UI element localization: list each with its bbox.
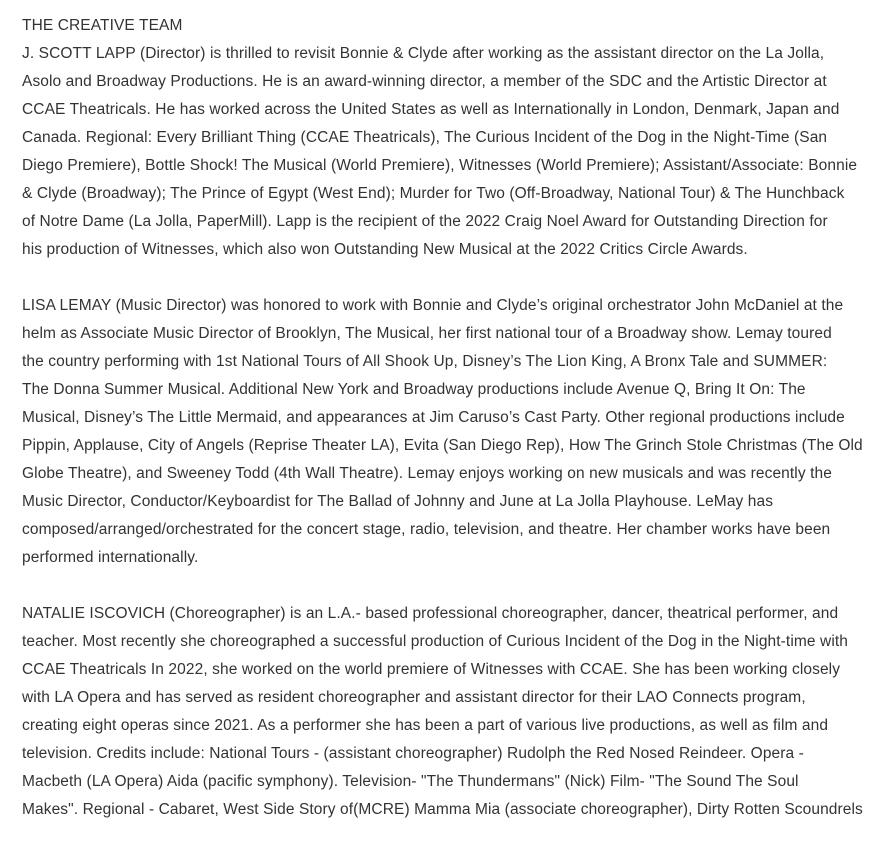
bio-line: the country performing with 1st National Tours of All Shook Up, Disney’s The Lion King, A Bronx Tale and SUMMER: bbox=[22, 353, 828, 370]
bio-line: composed/arranged/orchestrated for the concert stage, radio, television, and theatre. Her chamber works have been bbox=[22, 521, 831, 538]
bio-line: Diego Premiere), Bottle Shock! The Musical (World Premiere), Witnesses (World Premiere); Assistant/Associate: Bonnie bbox=[22, 157, 858, 174]
bio-line: & Clyde (Broadway); The Prince of Egypt (West End); Murder for Two (Off-Broadway, National Tour) & The Hunchback bbox=[22, 185, 845, 202]
bio-line: Musical, Disney’s The Little Mermaid, and appearances at Jim Caruso’s Cast Party. Other regional productions include bbox=[22, 409, 845, 426]
bio-line: J. SCOTT LAPP (Director) is thrilled to revisit Bonnie & Clyde after working as the assistant director on the La Jolla, bbox=[22, 45, 825, 62]
bio-line: performed internationally. bbox=[22, 549, 199, 566]
bio-line: Asolo and Broadway Productions. He is an award-winning director, a member of the SDC and the Artistic Director at bbox=[22, 73, 827, 90]
bio-line: Music Director, Conductor/Keyboardist for The Ballad of Johnny and June at La Jolla Playhouse. LeMay has bbox=[22, 493, 774, 510]
bio-line: Pippin, Applause, City of Angels (Reprise Theater LA), Evita (San Diego Rep), How The Grinch Stole Christmas (The Old bbox=[22, 437, 863, 454]
bio-line: Makes". Regional - Cabaret, West Side Story of(MCRE) Mamma Mia (associate choreographer), Dirty Rotten Scoundrels bbox=[22, 801, 863, 818]
bio-line: helm as Associate Music Director of Brooklyn, The Musical, her first national tour of a Broadway show. Lemay toured bbox=[22, 325, 832, 342]
bio-paragraph-choreographer bbox=[22, 600, 878, 824]
bio-line: Globe Theatre), and Sweeney Todd (4th Wall Theatre). Lemay enjoys working on new musicals and was recently the bbox=[22, 465, 832, 482]
bio-paragraph-music-director bbox=[22, 292, 878, 572]
bio-paragraph-director bbox=[22, 40, 878, 264]
bio-line: with LA Opera and has served as resident choreographer and assistant director for their LAO Connects program, bbox=[22, 689, 806, 706]
bio-line: of Notre Dame (La Jolla, PaperMill). Lapp is the recipient of the 2022 Craig Noel Award for Outstanding Direction for bbox=[22, 213, 828, 230]
bio-line: CCAE Theatricals. He has worked across the United States as well as Internationally in London, Denmark, Japan and bbox=[22, 101, 840, 118]
bio-line: CCAE Theatricals In 2022, she worked on the world premiere of Witnesses with CCAE. She has been working closely bbox=[22, 661, 841, 678]
bio-line: Macbeth (LA Opera) Aida (pacific symphony). Television- "The Thundermans" (Nick) Film- "The Sound The Soul bbox=[22, 773, 799, 790]
bio-line: Canada. Regional: Every Brilliant Thing (CCAE Theatricals), The Curious Incident of the Dog in the Night-Time (San bbox=[22, 129, 828, 146]
bio-line: television. Credits include: National Tours - (assistant choreographer) Rudolph the Red Nosed Reindeer. Opera - bbox=[22, 745, 804, 762]
bio-line: The Donna Summer Musical. Additional New York and Broadway productions include Avenue Q, Bring It On: The bbox=[22, 381, 806, 398]
bio-line: NATALIE ISCOVICH (Choreographer) is an L.A.- based professional choreographer, dancer, theatrical performer, and bbox=[22, 605, 839, 622]
bio-line: LISA LEMAY (Music Director) was honored to work with Bonnie and Clyde’s original orchestrator John McDaniel at the bbox=[22, 297, 844, 314]
bio-line: creating eight operas since 2021. As a performer she has been a part of various live productions, as well as film and bbox=[22, 717, 829, 734]
section-heading: THE CREATIVE TEAM bbox=[22, 17, 183, 34]
bio-line: his production of Witnesses, which also won Outstanding New Musical at the 2022 Critics Circle Awards. bbox=[22, 241, 748, 258]
bio-line: teacher. Most recently she choreographed a successful production of Curious Incident of the Dog in the Night-time with bbox=[22, 633, 848, 650]
creative-team-section bbox=[22, 12, 878, 852]
